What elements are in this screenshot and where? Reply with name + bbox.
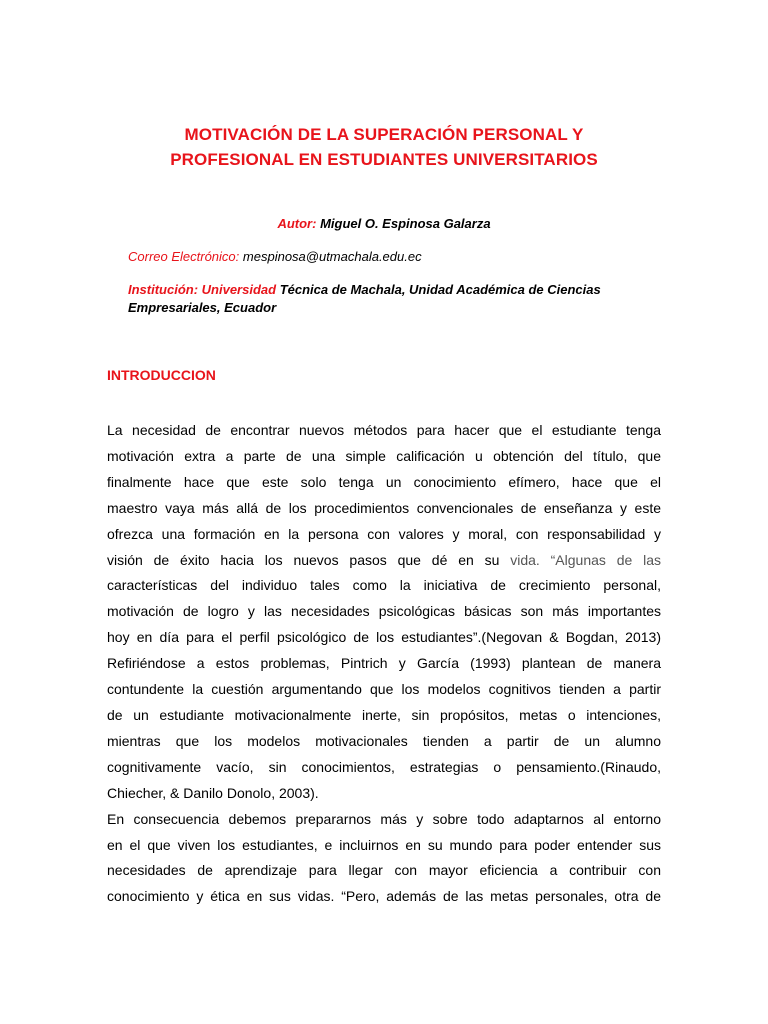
institution-block <box>128 281 648 317</box>
body-line: características del individuo tales como la iniciativa de crecimiento personal, <box>107 577 661 594</box>
email-value: mespinosa@utmachala.edu.ec <box>242 249 422 264</box>
body-line-with-quote <box>107 884 661 910</box>
body-paragraphs <box>107 418 661 910</box>
title-line-1: MOTIVACIÓN DE LA SUPERACIÓN PERSONAL Y <box>184 125 584 144</box>
body-line: de un estudiante motivacionalmente inerte, sin propósitos, metas o intenciones, <box>107 706 661 723</box>
body-line: contundente la cuestión argumentando que los modelos cognitivos tienden a partir <box>107 681 661 698</box>
body-line-text: conocimiento y ética en sus vidas. <box>107 888 335 905</box>
body-line: necesidades de aprendizaje para llegar con mayor eficiencia a contribuir con <box>107 862 661 879</box>
body-line: finalmente hace que este solo tenga un conocimiento efímero, hace que el <box>107 473 661 490</box>
institution-value-2: Empresariales, Ecuador <box>128 300 277 315</box>
body-line: Chiecher, & Danilo Donolo, 2003). <box>107 784 319 801</box>
document-title <box>0 122 768 172</box>
body-line: motivación extra a parte de una simple calificación u obtención del título, que <box>107 447 661 464</box>
body-line: motivación de logro y las necesidades psicológicas básicas son más importantes <box>107 603 661 620</box>
body-line: ofrezca una formación en la persona con valores y moral, con responsabilidad y <box>107 525 661 542</box>
institution-value-1: Técnica de Machala, Unidad Académica de Ciencias <box>279 282 601 297</box>
institution-label: Institución: Universidad <box>128 282 277 297</box>
body-line-text: visión de éxito hacia los nuevos pasos que dé en su <box>107 551 500 568</box>
body-line: cognitivamente vacío, sin conocimientos, estrategias o pensamiento.(Rinaudo, <box>107 758 661 775</box>
author-name: Miguel O. Espinosa Galarza <box>320 216 491 231</box>
body-line-quote: “Pero, además de las metas personales, otra de <box>341 888 661 905</box>
body-line: maestro vaya más allá de los procedimientos convencionales de enseñanza y este <box>107 499 661 516</box>
title-line-2: PROFESIONAL EN ESTUDIANTES UNIVERSITARIOS <box>170 150 598 169</box>
email-line <box>128 248 422 266</box>
body-line-quote: vida. “Algunas de las <box>510 551 662 568</box>
body-line: Refiriéndose a estos problemas, Pintrich y García (1993) plantean de manera <box>107 655 661 672</box>
section-heading: INTRODUCCION <box>107 367 216 383</box>
body-line: mientras que los modelos motivacionales tienden a partir de un alumno <box>107 732 661 749</box>
institution-line-1 <box>128 281 648 299</box>
body-line: en el que viven los estudiantes, e incluirnos en su mundo para poder entender sus <box>107 836 661 853</box>
body-line-with-quote <box>107 548 661 574</box>
email-label: Correo Electrónico: <box>128 249 240 264</box>
body-line: hoy en día para el perfil psicológico de los estudiantes”.(Negovan & Bogdan, 2013) <box>107 629 661 646</box>
body-line: La necesidad de encontrar nuevos métodos para hacer que el estudiante tenga <box>107 422 661 438</box>
author-line <box>0 215 768 233</box>
body-line: En consecuencia debemos prepararnos más y sobre todo adaptarnos al entorno <box>107 810 661 827</box>
author-label: Autor: <box>277 216 317 231</box>
